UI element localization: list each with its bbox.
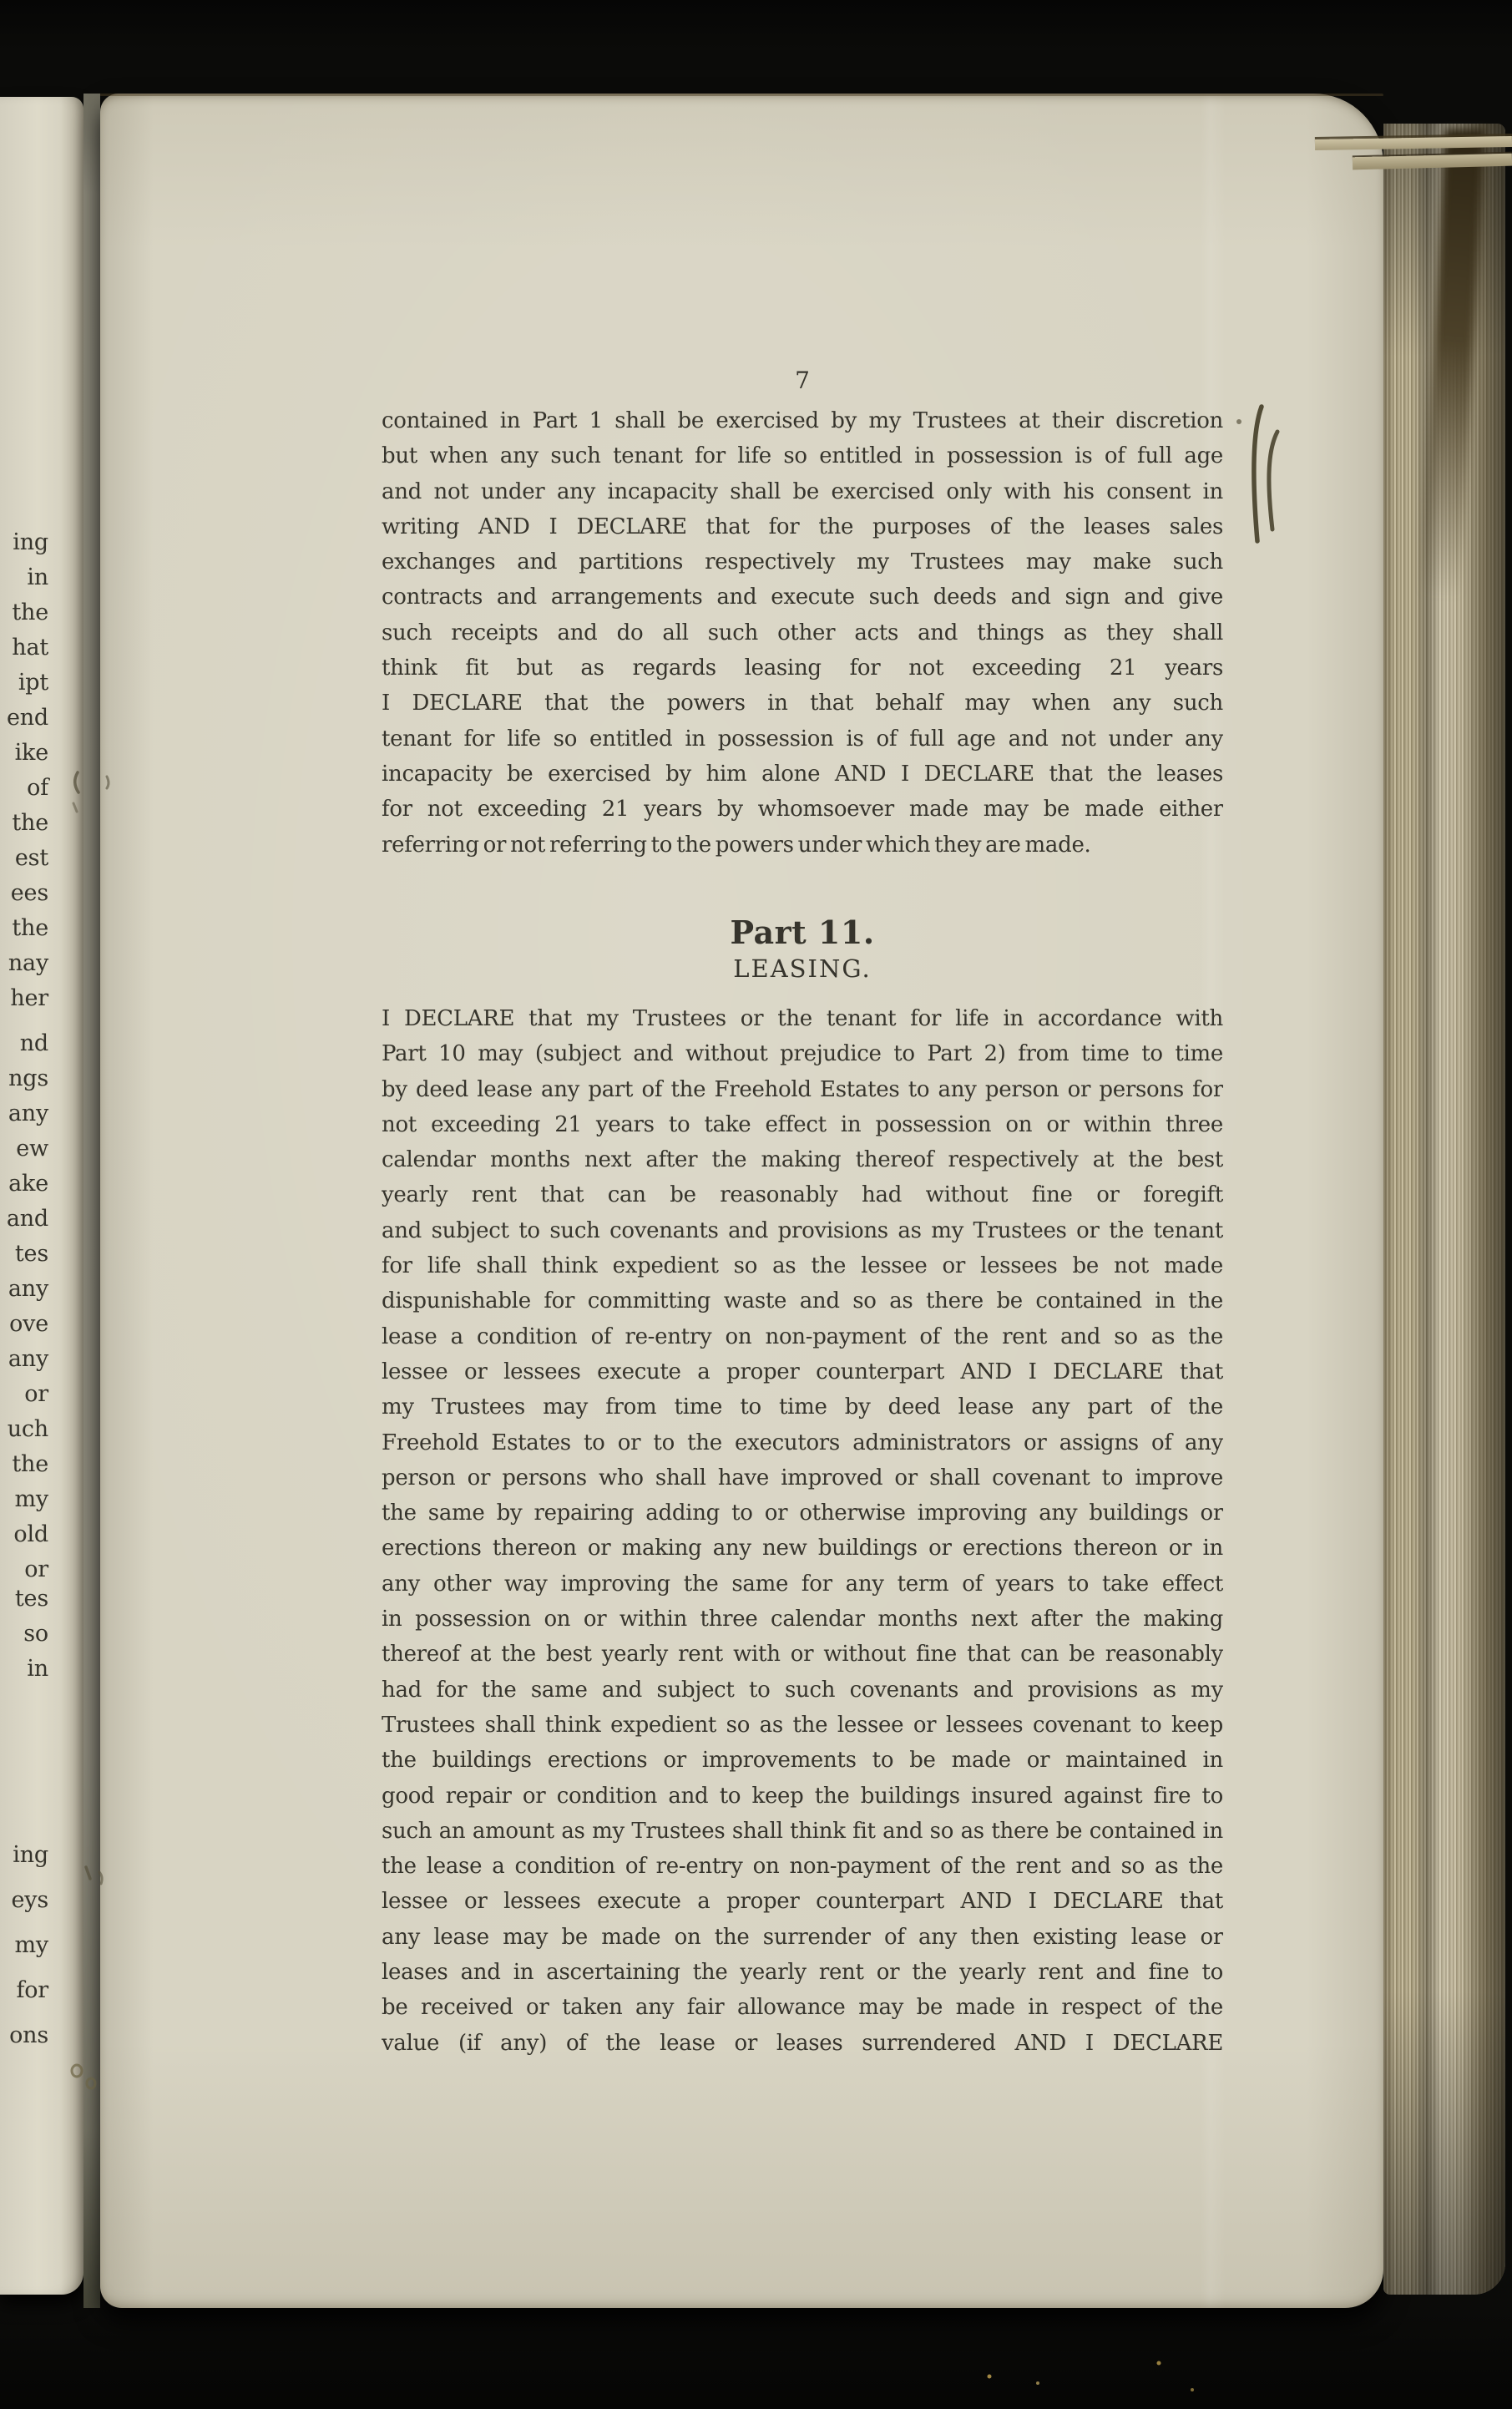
text-line: had for the same and subject to such covenants and provisions as my: [382, 1677, 1223, 1703]
text-line: writing AND I DECLARE that for the purposes of the leases sales: [382, 514, 1223, 539]
text-line: think fit but as regards leasing for not exceeding 21 years: [382, 655, 1223, 681]
dust-speck: [1036, 2381, 1039, 2385]
text-line: the lease a condition of re-entry on non-payment of the rent and so as the: [382, 1854, 1223, 1880]
facing-page-text-fragments: [7, 1026, 48, 1587]
text-fragment: tes: [14, 1586, 48, 1612]
dust-speck: [988, 2375, 992, 2379]
text-fragment: ing: [13, 529, 48, 555]
text-line: contracts and arrangements and execute such deeds and sign and give: [382, 585, 1223, 610]
text-line: lease a condition of re-entry on non-payment of the rent and so as the: [382, 1323, 1223, 1349]
text-line: leases and in ascertaining the yearly rent or the yearly rent and fine to: [382, 1960, 1223, 1986]
text-fragment: the: [12, 1451, 48, 1477]
facing-page-edge: [0, 97, 83, 2295]
text-line: value (if any) of the lease or leases surrendered AND I DECLARE: [382, 2030, 1223, 2056]
text-line: by deed lease any part of the Freehold Estates to any person or persons for: [382, 1076, 1223, 1102]
text-line: lessee or lessees execute a proper counterpart AND I DECLARE that: [382, 1359, 1223, 1384]
text-line: my Trustees may from time to time by deed lease any part of the: [382, 1394, 1223, 1420]
section-subtitle: LEASING.: [733, 954, 872, 983]
text-line: contained in Part 1 shall be exercised by my Trustees at their discretion: [382, 408, 1223, 433]
text-line: Part 10 may (subject and without prejudice to Part 2) from time to time: [382, 1041, 1223, 1067]
text-line: thereof at the best yearly rent with or without fine that can be reasonably: [382, 1642, 1223, 1668]
text-fragment: in: [27, 1656, 48, 1682]
text-fragment: tes: [14, 1241, 48, 1267]
text-line: and not under any incapacity shall be exercised only with his consent in: [382, 478, 1223, 504]
gutter-shadow: [83, 94, 100, 2308]
text-fragment: in: [27, 564, 48, 590]
facing-page-text-fragments: [15, 1582, 48, 1687]
text-line: any lease may be made on the surrender of any then existing lease or: [382, 1924, 1223, 1950]
paragraph-2: [382, 1001, 1223, 2061]
text-line: I DECLARE that the powers in that behalf may when any such: [382, 691, 1223, 716]
text-line: for life shall think expedient so as the lessee or lessees be not made: [382, 1253, 1223, 1279]
text-fragment: her: [10, 985, 48, 1011]
text-fragment: ons: [9, 2022, 48, 2048]
dust-speck: [1157, 2361, 1161, 2366]
facing-page-text-fragments: [7, 525, 48, 1016]
text-line: lessee or lessees execute a proper counterpart AND I DECLARE that: [382, 1889, 1223, 1915]
text-line: Trustees shall think expedient so as the lessee or lessees covenant to keep: [382, 1712, 1223, 1738]
paragraph-1: [382, 403, 1223, 863]
document-page: [100, 94, 1383, 2308]
text-fragment: any: [8, 1346, 48, 1372]
text-line: I DECLARE that my Trustees or the tenant for life in accordance with: [382, 1006, 1223, 1031]
text-fragment: nd: [19, 1030, 48, 1056]
text-line: Freehold Estates to or to the executors administrators or assigns of any: [382, 1430, 1223, 1455]
text-fragment: of: [27, 775, 48, 801]
text-fragment: any: [8, 1276, 48, 1302]
text-fragment: ike: [14, 740, 48, 766]
text-fragment: the: [12, 600, 48, 625]
text-fragment: ove: [9, 1311, 48, 1337]
text-fragment: and: [6, 1206, 48, 1232]
text-fragment: my: [14, 1486, 48, 1512]
text-fragment: nay: [8, 950, 48, 976]
text-line: such an amount as my Trustees shall think fit and so as there be contained in: [382, 1818, 1223, 1844]
text-fragment: or: [24, 1556, 48, 1582]
text-fragment: old: [13, 1521, 48, 1547]
text-fragment: any: [8, 1101, 48, 1126]
dust-speck: [1191, 2388, 1194, 2391]
text-line: tenant for life so entitled in possession is of full age and not under any: [382, 726, 1223, 752]
text-fragment: the: [12, 810, 48, 836]
text-line: calendar months next after the making thereof respectively at the best: [382, 1147, 1223, 1173]
text-fragment: ipt: [18, 670, 48, 696]
text-line: for not exceeding 21 years by whomsoever made may be made either: [382, 797, 1223, 822]
text-line: such receipts and do all such other acts and things as they shall: [382, 620, 1223, 645]
text-fragment: ew: [16, 1136, 48, 1161]
text-fragment: ing: [13, 1842, 48, 1868]
text-line: the same by repairing adding to or otherwise improving any buildings or: [382, 1501, 1223, 1526]
text-fragment: ees: [10, 880, 48, 906]
text-line: not exceeding 21 years to take effect in possession on or within three: [382, 1111, 1223, 1137]
text-line: incapacity be exercised by him alone AND I DECLARE that the leases: [382, 761, 1223, 787]
text-block: [382, 94, 1223, 2308]
text-fragment: or: [24, 1381, 48, 1407]
text-line: the buildings erections or improvements to be made or maintained in: [382, 1748, 1223, 1774]
text-line: but when any such tenant for life so entitled in possession is of full age: [382, 443, 1223, 469]
text-fragment: hat: [12, 635, 48, 660]
text-line: exchanges and partitions respectively my Trustees may make such: [382, 549, 1223, 575]
text-line: and subject to such covenants and provisions as my Trustees or the tenant: [382, 1217, 1223, 1243]
text-line: person or persons who shall have improved or shall covenant to improve: [382, 1465, 1223, 1490]
text-fragment: end: [6, 705, 48, 731]
part-heading: Part 11.: [730, 913, 875, 951]
text-line: in possession on or within three calendar months next after the making: [382, 1607, 1223, 1632]
text-line: referring or not referring to the powers under which they are made.: [382, 832, 1091, 858]
text-line: be received or taken any fair allowance may be made in respect of the: [382, 1995, 1223, 2021]
text-fragment: so: [23, 1621, 48, 1647]
text-fragment: the: [12, 915, 48, 941]
text-line: dispunishable for committing waste and so as there be contained in the: [382, 1288, 1223, 1314]
text-fragment: my: [14, 1932, 48, 1958]
text-line: any other way improving the same for any term of years to take effect: [382, 1571, 1223, 1597]
text-line: erections thereon or making any new buildings or erections thereon or in: [382, 1536, 1223, 1561]
text-fragment: for: [16, 1977, 48, 2003]
facing-page-text-fragments: [9, 1833, 48, 2058]
text-line: yearly rent that can be reasonably had without fine or foregift: [382, 1182, 1223, 1208]
text-fragment: uch: [7, 1416, 48, 1442]
text-fragment: est: [14, 845, 48, 871]
text-fragment: ake: [8, 1171, 48, 1197]
text-line: good repair or condition and to keep the buildings insured against fire to: [382, 1783, 1223, 1809]
text-fragment: ngs: [8, 1065, 48, 1091]
page-number: 7: [795, 367, 810, 394]
text-fragment: eys: [11, 1887, 48, 1913]
